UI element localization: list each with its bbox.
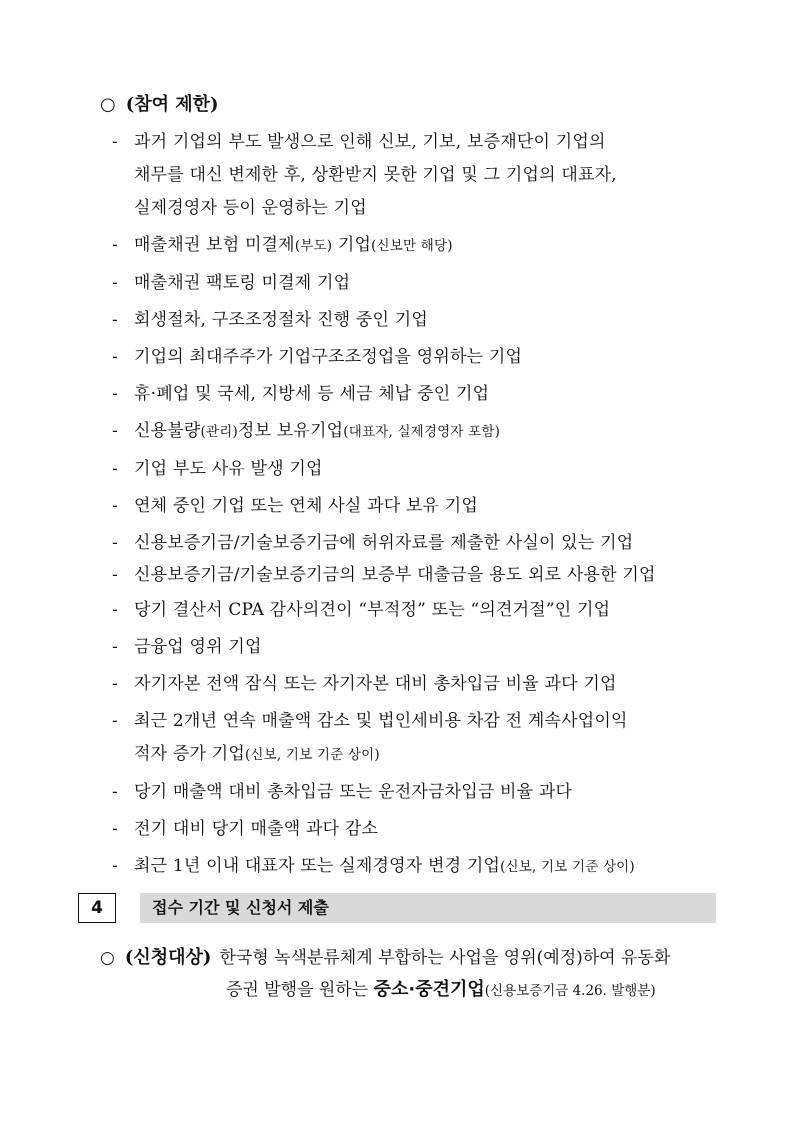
- list-item: [112, 341, 722, 374]
- circle-bullet: ○: [100, 94, 116, 115]
- dash-bullet: -: [112, 711, 118, 731]
- item-text: 매출채권 보험 미결제: [134, 235, 295, 255]
- dash-bullet: -: [112, 496, 118, 516]
- item-note: (관리): [200, 424, 238, 440]
- apply-line1: 한국형 녹색분류체계 부합하는 사업을 영위(예정)하여 유동화: [219, 948, 671, 968]
- list-item: [112, 850, 722, 884]
- dash-bullet: -: [112, 384, 118, 404]
- restriction-list: [112, 126, 722, 884]
- dash-bullet: -: [112, 347, 118, 367]
- item-text: 회생절차, 구조조정절차 진행 중인 기업: [134, 310, 428, 330]
- apply-note: (신용보증기금 4.26. 발행분): [484, 983, 656, 999]
- dash-bullet: -: [112, 533, 118, 553]
- item-note: (신보만 해당): [371, 238, 453, 254]
- dash-bullet: -: [112, 819, 118, 839]
- item-text: 당기 매출액 대비 총차입금 또는 운전자금차입금 비율 과다: [134, 782, 573, 802]
- dash-bullet: -: [112, 459, 118, 479]
- item-text: 기업의 최대주주가 기업구조조정업을 영위하는 기업: [134, 347, 523, 367]
- list-item: [112, 631, 722, 664]
- apply-emphasis: 중소·중견기업: [373, 979, 485, 1000]
- list-item: [112, 453, 722, 486]
- list-item: [112, 229, 722, 263]
- item-text: 신용보증기금/기술보증기금의 보증부 대출금을 용도 외로 사용한 기업: [134, 565, 656, 585]
- item-text: 정보 보유기업: [237, 421, 344, 441]
- list-item: [112, 776, 722, 809]
- circle-bullet: ○: [100, 948, 115, 968]
- apply-line2: [100, 974, 730, 1007]
- dash-bullet: -: [112, 782, 118, 802]
- item-text: 금융업 영위 기업: [134, 637, 262, 657]
- item-line: 최근 2개년 연속 매출액 감소 및 법인세비용 차감 전 계속사업이익: [134, 711, 628, 731]
- dash-bullet: -: [112, 856, 118, 876]
- item-text: 자기자본 전액 잠식 또는 자기자본 대비 총차입금 비율 과다 기업: [134, 674, 617, 694]
- list-item: [112, 490, 722, 523]
- list-item: [112, 304, 722, 337]
- dash-bullet: -: [112, 310, 118, 330]
- item-line: 채무를 대신 변제한 후, 상환받지 못한 기업 및 그 기업의 대표자,: [134, 165, 617, 185]
- list-item: [112, 378, 722, 411]
- item-text: 기업: [332, 235, 372, 255]
- item-note: (신보, 기보 기준 상이): [500, 859, 635, 875]
- item-text: 신용불량: [134, 421, 201, 441]
- item-text: 휴·폐업 및 국세, 지방세 등 세금 체납 중인 기업: [134, 384, 490, 404]
- item-text: 전기 대비 당기 매출액 과다 감소: [134, 819, 379, 839]
- dash-bullet: -: [112, 235, 118, 255]
- item-line: 실제경영자 등이 운영하는 기업: [134, 198, 367, 218]
- apply-target-paragraph: [100, 942, 730, 1007]
- item-text: 기업 부도 사유 발생 기업: [134, 459, 323, 479]
- item-text: 연체 중인 기업 또는 연체 사실 과다 보유 기업: [134, 496, 479, 516]
- item-line: 과거 기업의 부도 발생으로 인해 신보, 기보, 보증재단이 기업의: [134, 132, 606, 152]
- list-item: [112, 415, 722, 449]
- dash-bullet: -: [112, 132, 118, 152]
- list-item: [112, 705, 722, 772]
- section-4-header: [78, 893, 718, 925]
- item-note: (신보, 기보 기준 상이): [244, 747, 380, 763]
- list-item: [112, 527, 722, 560]
- participation-heading-text: (참여 제한): [125, 94, 219, 115]
- item-note: (대표자, 실제경영자 포함): [343, 424, 501, 440]
- dash-bullet: -: [112, 565, 118, 585]
- list-item: [112, 560, 722, 590]
- apply-label: (신청대상): [124, 947, 212, 968]
- item-text: 신용보증기금/기술보증기금에 허위자료를 제출한 사실이 있는 기업: [134, 533, 634, 553]
- item-line: 적자 증가 기업: [134, 744, 245, 764]
- item-text: 당기 결산서 CPA 감사의견이 “부적정” 또는 “의견거절”인 기업: [134, 600, 611, 620]
- list-item: [112, 267, 722, 300]
- item-text: 최근 1년 이내 대표자 또는 실제경영자 변경 기업: [134, 856, 501, 876]
- apply-line2-text: 증권 발행을 원하는: [226, 980, 374, 1000]
- dash-bullet: -: [112, 421, 118, 441]
- list-item: [112, 668, 722, 701]
- list-item: [112, 594, 722, 627]
- dash-bullet: -: [112, 674, 118, 694]
- section-number-box: 4: [78, 893, 116, 923]
- item-note: (부도): [294, 238, 333, 254]
- list-item: [112, 813, 722, 846]
- dash-bullet: -: [112, 600, 118, 620]
- section-title: 접수 기간 및 신청서 제출: [140, 893, 716, 923]
- participation-heading: [100, 92, 219, 118]
- list-item: [112, 126, 722, 225]
- item-text: 매출채권 팩토링 미결제 기업: [134, 273, 351, 293]
- dash-bullet: -: [112, 273, 118, 293]
- dash-bullet: -: [112, 637, 118, 657]
